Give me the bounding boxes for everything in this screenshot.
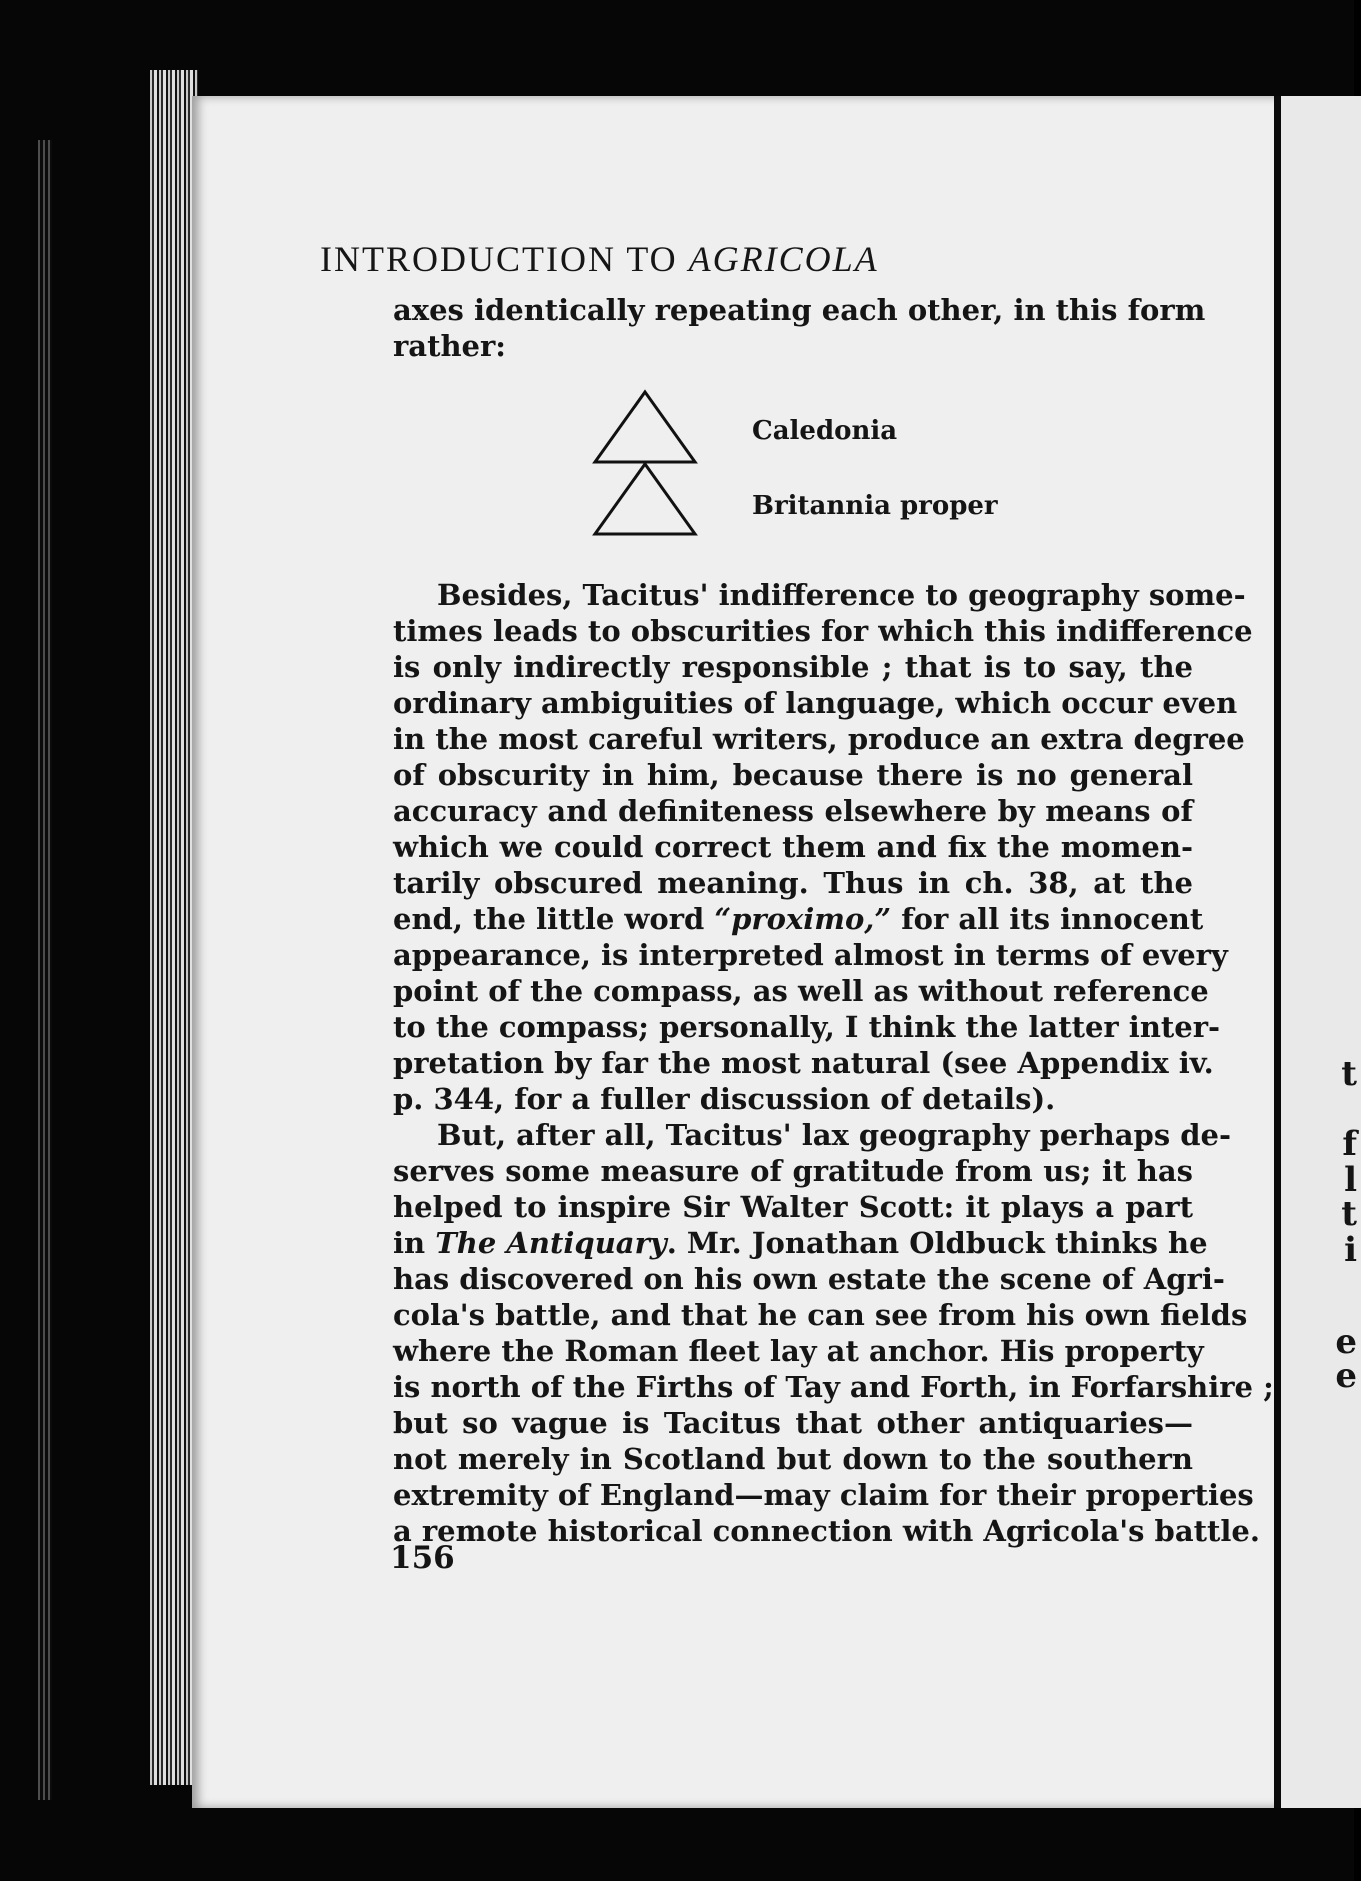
caledonia-label: Caledonia	[752, 416, 898, 446]
text-line: Besides, Tacitus' indifference to geography some-	[437, 578, 1246, 612]
text-line: ordinary ambiguities of language, which occur even	[393, 686, 1238, 720]
text-run: in	[393, 1226, 436, 1260]
text-line: appearance, is interpreted almost in terms of every	[393, 938, 1228, 972]
facing-page-fragment: e	[1335, 1356, 1357, 1396]
text-line: is only indirectly responsible ; that is to say, the	[393, 650, 1193, 684]
text-line: tarily obscured meaning. Thus in ch. 38, at the	[393, 866, 1193, 900]
text-line: but so vague is Tacitus that other antiquaries—	[393, 1406, 1193, 1440]
text-line: not merely in Scotland but down to the southern	[393, 1442, 1193, 1476]
facing-page-fragment: f	[1342, 1124, 1357, 1164]
caledonia-triangle	[595, 392, 695, 462]
text-line: is north of the Firths of Tay and Forth, in Forfarshire ;	[393, 1370, 1274, 1404]
stacked-triangles-diagram	[590, 388, 1010, 548]
text-run: . Mr. Jonathan Oldbuck thinks he	[666, 1226, 1208, 1260]
intro-text	[393, 292, 1206, 364]
text-run: end, the little word	[393, 902, 715, 936]
facing-page-fragment: l	[1344, 1160, 1357, 1200]
text-line: accuracy and definiteness elsewhere by means of	[393, 794, 1193, 828]
running-head-prefix: INTRODUCTION TO	[320, 239, 689, 279]
paragraph-1	[393, 577, 1253, 1117]
text-line: extremity of England—may claim for their properties	[393, 1478, 1254, 1512]
text-line: point of the compass, as well as without reference	[393, 974, 1209, 1008]
text-line: to the compass; personally, I think the latter inter-	[393, 1010, 1221, 1044]
text-line: cola's battle, and that he can see from his own fields	[393, 1298, 1248, 1332]
text-run: for all its innocent	[891, 902, 1204, 936]
britannia-triangle	[595, 464, 695, 534]
paragraph-2	[393, 1117, 1274, 1549]
text-line: helped to inspire Sir Walter Scott: it plays a part	[393, 1190, 1193, 1224]
italic-term-proximo: “proximo,”	[714, 902, 892, 936]
left-page-stack-edges	[38, 140, 52, 1800]
text-line: where the Roman fleet lay at anchor. His property	[393, 1334, 1204, 1368]
text-line: a remote historical connection with Agricola's battle.	[393, 1514, 1260, 1548]
italic-title-the-antiquary: The Antiquary	[435, 1226, 667, 1260]
page-stack-edges	[150, 70, 198, 1785]
text-line: pretation by far the most natural (see Appendix iv.	[393, 1046, 1214, 1080]
text-line: p. 344, for a fuller discussion of details).	[393, 1082, 1056, 1116]
text-line	[393, 1225, 1208, 1261]
facing-page-edge	[1274, 96, 1361, 1808]
text-line: in the most careful writers, produce an extra degree	[393, 722, 1245, 756]
page-number: 156	[390, 1540, 455, 1576]
text-line: serves some measure of gratitude from us; it has	[393, 1154, 1193, 1188]
facing-page-fragment: t	[1341, 1194, 1357, 1234]
text-line: axes identically repeating each other, in this form	[393, 293, 1206, 327]
facing-page-fragment: e	[1335, 1322, 1357, 1362]
text-line: has discovered on his own estate the scene of Agri-	[393, 1262, 1225, 1296]
triangle-figure	[590, 388, 1010, 548]
britannia-proper-label: Britannia proper	[752, 491, 998, 521]
text-line	[393, 901, 1204, 937]
text-line: which we could correct them and fix the momen-	[393, 830, 1193, 864]
text-line: rather:	[393, 329, 506, 363]
facing-page-fragment: t	[1341, 1054, 1357, 1094]
running-head-italic-title: AGRICOLA	[688, 239, 879, 279]
running-head	[320, 238, 1220, 280]
facing-page-fragment: i	[1344, 1230, 1357, 1270]
text-line: times leads to obscurities for which this indifference	[393, 614, 1253, 648]
text-line: But, after all, Tacitus' lax geography perhaps de-	[437, 1118, 1232, 1152]
text-line: of obscurity in him, because there is no general	[393, 758, 1193, 792]
